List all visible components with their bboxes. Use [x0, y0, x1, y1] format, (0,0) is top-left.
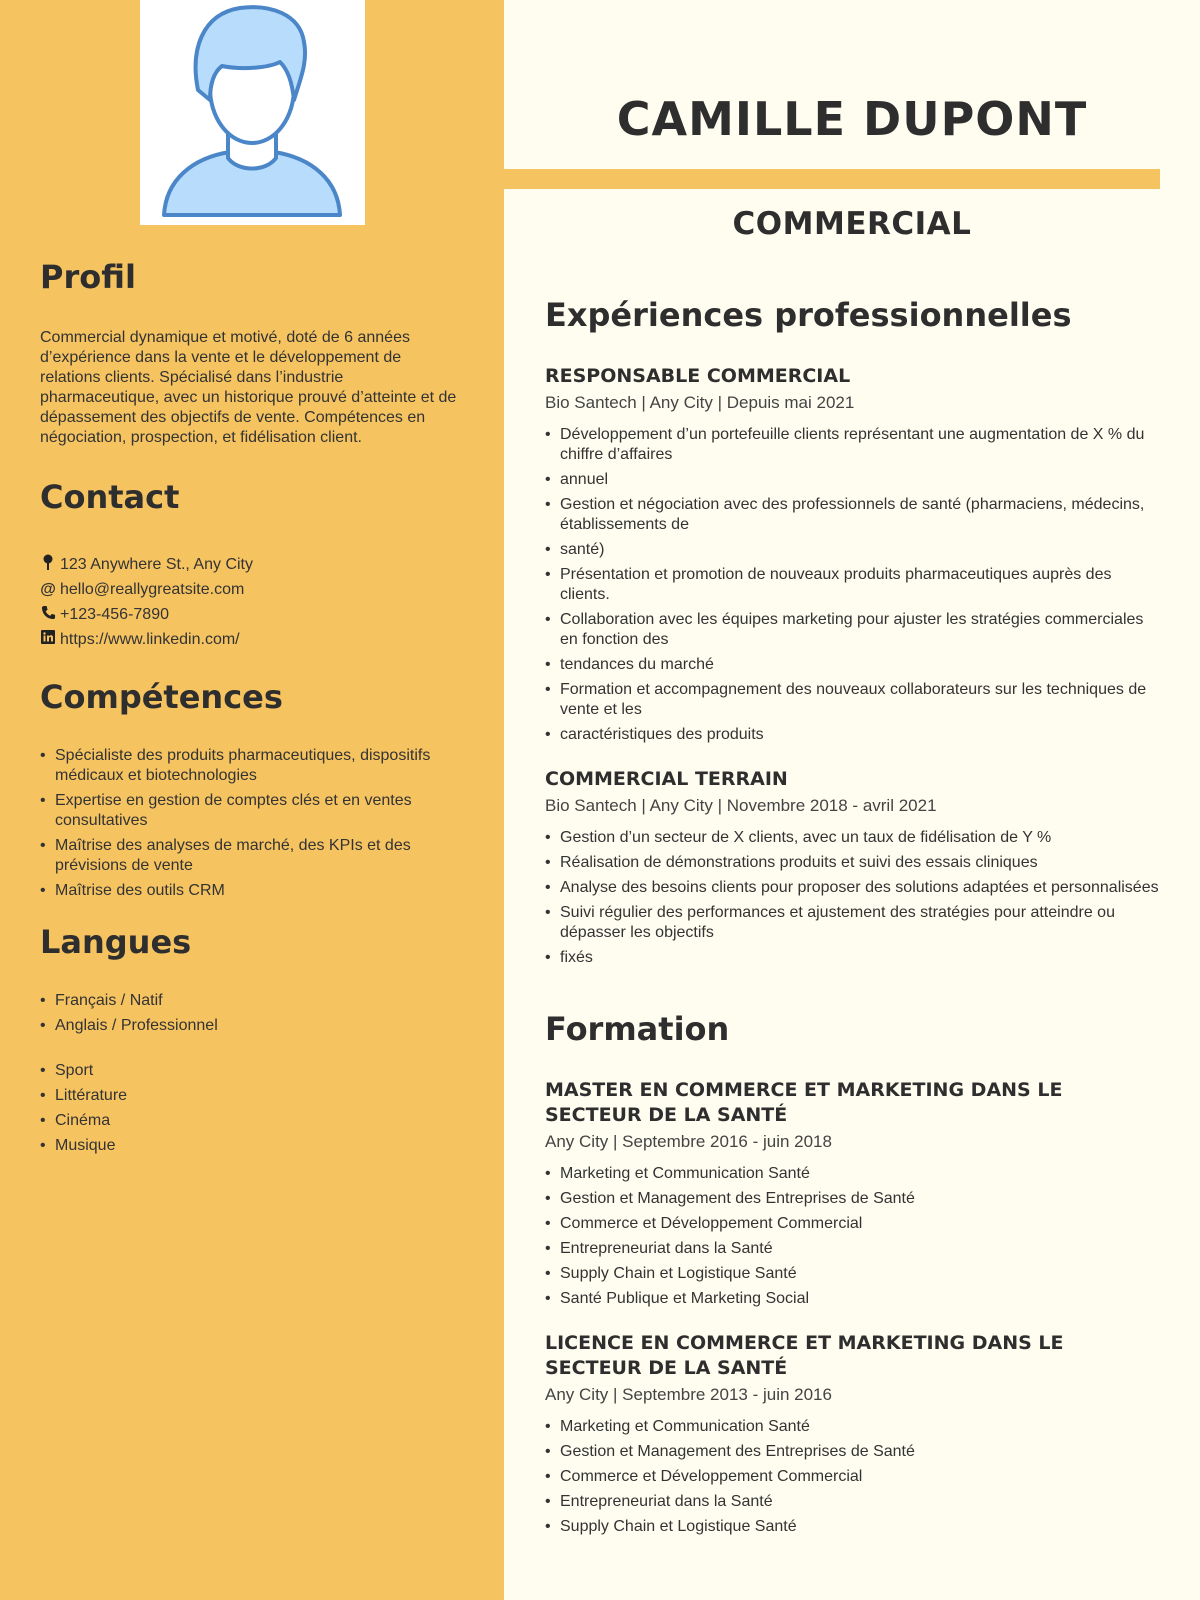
list-item: • Gestion d’un secteur de X clients, avec un taux de fidélisation de Y %	[545, 828, 1165, 848]
contact-linkedin-text[interactable]: https://www.linkedin.com/	[60, 630, 240, 648]
list-item: • Spécialiste des produits pharmaceutiques, dispositifs médicaux et biotechnologies	[40, 746, 465, 786]
entry-title: COMMERCIAL TERRAIN	[545, 768, 788, 790]
entry-meta: Bio Santech | Any City | Novembre 2018 - avril 2021	[545, 796, 937, 815]
list-item: • Présentation et promotion de nouveaux produits pharmaceutiques auprès des clients.	[545, 565, 1165, 605]
hobbies-list	[40, 1061, 465, 1156]
languages-list	[40, 991, 465, 1036]
list-item: • Entrepreneuriat dans la Santé	[545, 1239, 1165, 1259]
entry-title: MASTER EN COMMERCE ET MARKETING DANS LE SECTEUR DE LA SANTÉ	[545, 1079, 1063, 1126]
contact-address-text: 123 Anywhere St., Any City	[60, 555, 253, 573]
accent-bar	[504, 169, 1160, 189]
entry-bullets	[545, 1417, 1165, 1537]
list-item: • Supply Chain et Logistique Santé	[545, 1264, 1165, 1284]
list-item: • santé)	[545, 540, 1165, 560]
skills-list	[40, 746, 465, 901]
list-item: • Entrepreneuriat dans la Santé	[545, 1492, 1165, 1512]
list-item: • Supply Chain et Logistique Santé	[545, 1517, 1165, 1537]
languages-heading: Langues	[40, 923, 192, 961]
contact-list	[40, 552, 465, 652]
list-item: • tendances du marché	[545, 655, 1165, 675]
list-item: • Analyse des besoins clients pour proposer des solutions adaptées et personnalisées	[545, 878, 1165, 898]
contact-heading: Contact	[40, 478, 180, 516]
candidate-name: CAMILLE DUPONT	[616, 92, 1088, 146]
list-item: • Développement d’un portefeuille clients représentant une augmentation de X % du chiffre d’affaires	[545, 425, 1165, 465]
list-item: • caractéristiques des produits	[545, 725, 1165, 745]
at-icon: @	[40, 580, 56, 598]
education-heading: Formation	[545, 1010, 730, 1048]
contact-phone[interactable]	[40, 602, 465, 627]
list-item: • Marketing et Communication Santé	[545, 1164, 1165, 1184]
list-item: • Commerce et Développement Commercial	[545, 1467, 1165, 1487]
profile-heading: Profil	[40, 258, 136, 296]
contact-linkedin[interactable]	[40, 627, 465, 652]
entry-meta: Any City | Septembre 2016 - juin 2018	[545, 1132, 832, 1151]
contact-phone-text[interactable]: +123-456-7890	[60, 605, 169, 623]
list-item: • Sport	[40, 1061, 465, 1081]
skills-heading: Compétences	[40, 678, 283, 716]
list-item: • Musique	[40, 1136, 465, 1156]
sidebar-content	[40, 258, 465, 1161]
list-item: • Expertise en gestion de comptes clés et en ventes consultatives	[40, 791, 465, 831]
list-item: • Gestion et Management des Entreprises de Santé	[545, 1442, 1165, 1462]
list-item: • Maîtrise des outils CRM	[40, 881, 465, 901]
education-entry	[545, 1078, 1165, 1309]
list-item: • Maîtrise des analyses de marché, des KPIs et des prévisions de vente	[40, 836, 465, 876]
list-item: • Français / Natif	[40, 991, 465, 1011]
entry-bullets	[545, 425, 1165, 745]
list-item: • fixés	[545, 948, 1165, 968]
entry-bullets	[545, 828, 1165, 968]
list-item: • Cinéma	[40, 1111, 465, 1131]
job-title: COMMERCIAL	[732, 206, 972, 242]
user-avatar-icon	[140, 0, 365, 225]
list-item: • Suivi régulier des performances et ajustement des stratégies pour atteindre ou dépasser les objectifs	[545, 903, 1165, 943]
entry-title: LICENCE EN COMMERCE ET MARKETING DANS LE SECTEUR DE LA SANTÉ	[545, 1332, 1064, 1379]
contact-email[interactable]	[40, 577, 465, 602]
contact-email-text[interactable]: hello@reallygreatsite.com	[60, 580, 245, 598]
entry-meta: Bio Santech | Any City | Depuis mai 2021	[545, 393, 855, 412]
avatar	[140, 0, 365, 225]
list-item: • Formation et accompagnement des nouveaux collaborateurs sur les techniques de vente et les	[545, 680, 1165, 720]
entry-bullets	[545, 1164, 1165, 1309]
list-item: • Anglais / Professionnel	[40, 1016, 465, 1036]
list-item: • Collaboration avec les équipes marketing pour ajuster les stratégies commerciales en fonction des	[545, 610, 1165, 650]
entry-title: RESPONSABLE COMMERCIAL	[545, 365, 851, 387]
list-item: • annuel	[545, 470, 1165, 490]
list-item: • Commerce et Développement Commercial	[545, 1214, 1165, 1234]
contact-address	[40, 552, 465, 577]
experience-entry	[545, 364, 1165, 745]
main-content	[545, 296, 1165, 1542]
experience-entry	[545, 767, 1165, 968]
list-item: • Littérature	[40, 1086, 465, 1106]
list-item: • Santé Publique et Marketing Social	[545, 1289, 1165, 1309]
map-pin-icon	[40, 554, 56, 575]
linkedin-icon	[40, 630, 56, 649]
entry-meta: Any City | Septembre 2013 - juin 2016	[545, 1385, 832, 1404]
list-item: • Réalisation de démonstrations produits et suivi des essais cliniques	[545, 853, 1165, 873]
education-entry	[545, 1331, 1165, 1537]
list-item: • Gestion et Management des Entreprises de Santé	[545, 1189, 1165, 1209]
list-item: • Gestion et négociation avec des professionnels de santé (pharmaciens, médecins, établissements de	[545, 495, 1165, 535]
phone-icon	[40, 605, 56, 625]
list-item: • Marketing et Communication Santé	[545, 1417, 1165, 1437]
profile-text: Commercial dynamique et motivé, doté de 6 années d’expérience dans la vente et le développement de relations clients. Spécialisé dans l’industrie pharmaceutique, avec un historique prouvé d’atteinte et de dépassement des objectifs de vente. Compétences en négociation, prospection, et fidélisation client.	[40, 329, 457, 446]
experience-heading: Expériences professionnelles	[545, 296, 1072, 334]
